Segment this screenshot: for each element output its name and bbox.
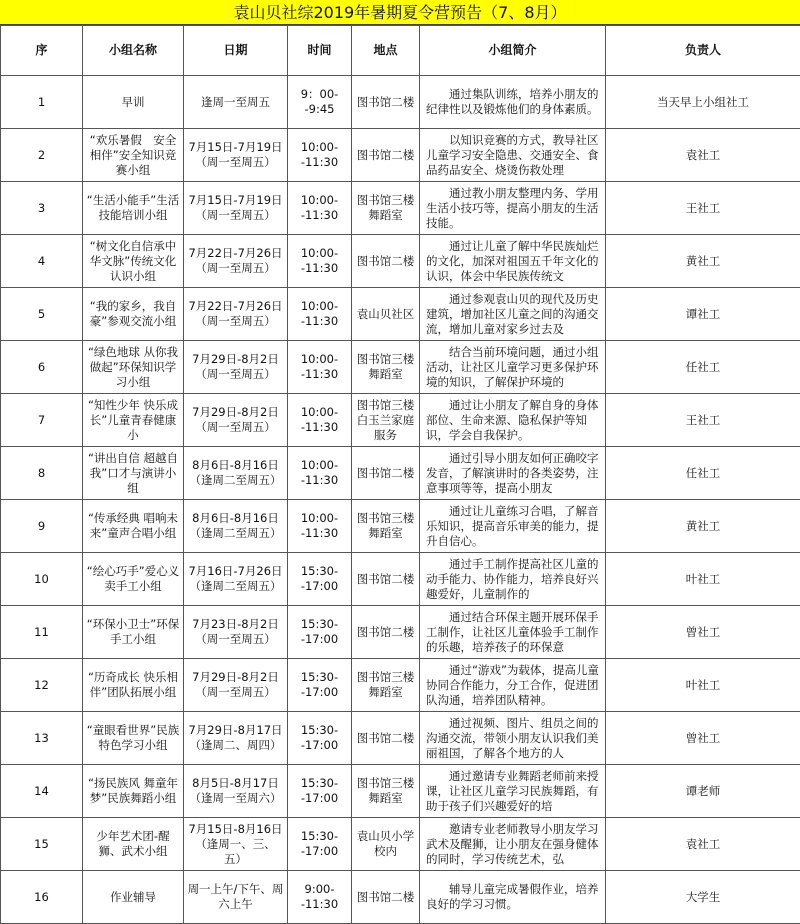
group-name-cell	[83, 394, 184, 447]
group-name: “欢乐暑假 安全相伴”安全知识竞赛小组	[89, 132, 177, 177]
row-number: 9	[37, 518, 46, 533]
group-time-cell	[288, 553, 352, 606]
group-date: 7月15日-8月16日（逢周一、三、五）	[188, 821, 283, 866]
group-place: 图书馆二楼	[356, 730, 415, 745]
group-name: “树文化自信承中华文脉”传统文化认识小组	[89, 238, 177, 283]
group-time: 15:30--17:00	[300, 670, 339, 699]
schedule-table	[0, 25, 800, 924]
group-place: 图书馆二楼	[356, 571, 415, 586]
group-intro-cell	[420, 553, 606, 606]
group-time-cell	[288, 288, 352, 341]
group-intro: 以知识竞赛的方式，教导社区儿童学习安全隐患、交通安全、食品药品安全、烧烫伤救处理	[426, 132, 599, 177]
group-place: 图书馆二楼	[356, 147, 415, 162]
group-intro-cell	[420, 659, 606, 712]
group-time-cell	[288, 182, 352, 235]
group-owner-cell	[606, 341, 800, 394]
header-time: 时间	[288, 26, 352, 76]
group-name: “童眼看世界”民族特色学习小组	[86, 723, 180, 752]
group-intro: 通过邀请专业舞蹈老师前来授课，让社区儿童学习民族舞蹈，有助于孩子们兴趣爱好的培	[426, 768, 599, 813]
row-number-cell	[1, 235, 83, 288]
group-date-cell	[184, 765, 288, 818]
group-owner: 当天早上小组社工	[657, 94, 749, 109]
group-name-cell	[83, 235, 184, 288]
group-name-cell	[83, 288, 184, 341]
row-number: 2	[37, 147, 46, 162]
group-intro-cell	[420, 818, 606, 871]
group-place-cell	[352, 235, 420, 288]
group-name-cell	[83, 500, 184, 553]
group-name-cell	[83, 129, 184, 182]
group-time-cell	[288, 447, 352, 500]
group-name: 少年艺术团-醒狮、武术小组	[96, 829, 170, 858]
group-name: 作业辅导	[110, 889, 156, 904]
group-time: 10:00--11:30	[300, 511, 339, 540]
group-intro: 通过参观袁山贝的现代及历史建筑，增加社区儿童之间的沟通交流，增加儿童对家乡过去及	[426, 291, 599, 336]
group-date: 8月5日-8月17日（逢周一至周六）	[189, 776, 282, 805]
group-name: “我的家乡，我自豪”参观交流小组	[89, 299, 177, 328]
group-place: 图书馆二楼	[356, 624, 415, 639]
group-intro: 结合当前环境问题，通过小组活动，让社区儿童学习更多保护环境的知识，了解保护环境的	[426, 344, 599, 389]
group-place-cell	[352, 500, 420, 553]
group-time: 10:00--11:30	[300, 405, 339, 434]
group-time: 15:30--17:00	[300, 776, 339, 805]
group-intro-cell	[420, 288, 606, 341]
group-place-cell	[352, 606, 420, 659]
group-owner-cell	[606, 235, 800, 288]
row-number: 6	[37, 359, 46, 374]
group-name-cell	[83, 76, 184, 129]
group-date-cell	[184, 500, 288, 553]
group-date: 7月22日-7月26日（周一至周五）	[188, 246, 283, 275]
group-place: 图书馆二楼	[356, 94, 415, 109]
group-place-cell	[352, 76, 420, 129]
group-intro: 通过结合环保主题开展环保手工制作，让社区儿童体验手工制作的乐趣，培养孩子的环保意	[426, 609, 599, 654]
header-row	[1, 26, 800, 76]
group-name: “生活小能手”生活技能培训小组	[86, 193, 180, 222]
row-number-cell	[1, 182, 83, 235]
group-time: 9:00--11:30	[300, 882, 339, 911]
row-number: 15	[34, 836, 49, 851]
group-date: 7月15日-7月19日（周一至周五）	[188, 193, 283, 222]
row-number: 10	[34, 571, 49, 586]
group-owner-cell	[606, 818, 800, 871]
row-number: 8	[37, 465, 46, 480]
group-name-cell	[83, 341, 184, 394]
row-number-cell	[1, 129, 83, 182]
group-owner: 袁社工	[685, 147, 721, 162]
group-time-cell	[288, 818, 352, 871]
group-intro-cell	[420, 235, 606, 288]
group-name: “环保小卫士”环保手工小组	[86, 617, 180, 646]
header-owner: 负责人	[606, 26, 800, 76]
group-owner: 曾社工	[685, 730, 721, 745]
header-date: 日期	[184, 26, 288, 76]
group-intro: 通过让小朋友了解自身的身体部位、生命来源、隐私保护等知识，学会自我保护。	[426, 397, 599, 442]
sheet-title: 袁山贝社综2019年暑期夏令营预告（7、8月）	[0, 0, 800, 25]
row-number-cell	[1, 288, 83, 341]
group-date: 7月23日-8月2日（周一至周五）	[192, 617, 279, 646]
group-time: 15:30--17:00	[300, 564, 339, 593]
group-time-cell	[288, 606, 352, 659]
group-date: 7月29日-8月2日（周一至周五）	[192, 352, 279, 381]
group-date: 7月29日-8月2日（周一至周五）	[192, 670, 279, 699]
group-time: 10:00--11:30	[300, 246, 339, 275]
group-owner-cell	[606, 765, 800, 818]
group-place-cell	[352, 129, 420, 182]
header-name: 小组名称	[83, 26, 184, 76]
group-owner-cell	[606, 394, 800, 447]
group-date: 7月22日-7月26日（周一至周五）	[188, 299, 283, 328]
group-place-cell	[352, 871, 420, 924]
group-owner-cell	[606, 182, 800, 235]
group-owner: 王社工	[685, 200, 721, 215]
group-date-cell	[184, 394, 288, 447]
group-time-cell	[288, 341, 352, 394]
row-number-cell	[1, 818, 83, 871]
group-time: 10:00--11:30	[300, 299, 339, 328]
group-owner-cell	[606, 712, 800, 765]
group-intro-cell	[420, 129, 606, 182]
group-intro: 通过让儿童了解中华民族灿烂的文化，加深对祖国五千年文化的认识，体会中华民族传统文	[426, 238, 599, 283]
group-place: 图书馆三楼舞蹈室	[356, 776, 415, 805]
group-owner: 任社工	[685, 465, 721, 480]
group-owner: 袁社工	[685, 836, 721, 851]
group-intro-cell	[420, 182, 606, 235]
group-time-cell	[288, 659, 352, 712]
group-name-cell	[83, 606, 184, 659]
table-row	[1, 235, 800, 288]
group-name-cell	[83, 765, 184, 818]
row-number: 4	[37, 253, 46, 268]
group-time: 15:30--17:00	[300, 829, 339, 858]
group-place: 图书馆三楼舞蹈室	[356, 352, 415, 381]
group-time: 10:00--11:30	[300, 352, 339, 381]
group-place: 图书馆三楼舞蹈室	[356, 193, 415, 222]
group-owner: 王社工	[685, 412, 721, 427]
group-date-cell	[184, 235, 288, 288]
group-place-cell	[352, 712, 420, 765]
group-owner-cell	[606, 553, 800, 606]
group-date-cell	[184, 606, 288, 659]
table-row	[1, 606, 800, 659]
group-date: 8月6日-8月16日（逢周二至周五）	[189, 511, 282, 540]
table-row	[1, 553, 800, 606]
group-name-cell	[83, 447, 184, 500]
group-name-cell	[83, 818, 184, 871]
group-intro: 通过视频、图片、组员之间的沟通交流，带领小朋友认识我们美丽祖国，了解各个地方的人	[426, 715, 599, 760]
group-owner: 谭社工	[685, 306, 721, 321]
group-owner: 曾社工	[685, 624, 721, 639]
group-date-cell	[184, 447, 288, 500]
row-number-cell	[1, 765, 83, 818]
group-place: 图书馆二楼	[356, 253, 415, 268]
header-place: 地点	[352, 26, 420, 76]
group-intro-cell	[420, 765, 606, 818]
group-place-cell	[352, 447, 420, 500]
group-intro-cell	[420, 606, 606, 659]
group-owner-cell	[606, 447, 800, 500]
group-time: 9：00--9:45	[300, 87, 339, 116]
group-time-cell	[288, 394, 352, 447]
group-owner-cell	[606, 606, 800, 659]
row-number: 13	[34, 730, 49, 745]
group-owner: 叶社工	[685, 677, 721, 692]
group-date-cell	[184, 871, 288, 924]
group-owner-cell	[606, 76, 800, 129]
header-no: 序	[1, 26, 83, 76]
row-number: 14	[34, 783, 49, 798]
group-time: 10:00--11:30	[300, 140, 339, 169]
group-time-cell	[288, 765, 352, 818]
row-number: 7	[37, 412, 46, 427]
row-number-cell	[1, 76, 83, 129]
group-owner: 黄社工	[685, 518, 721, 533]
group-date: 逢周一至周五	[201, 94, 270, 109]
group-name: “绘心巧手”爱心义卖手工小组	[86, 564, 180, 593]
row-number-cell	[1, 871, 83, 924]
group-name-cell	[83, 871, 184, 924]
row-number-cell	[1, 712, 83, 765]
group-intro: 辅导儿童完成暑假作业，培养良好的学习习惯。	[426, 882, 599, 911]
group-time: 10:00--11:30	[300, 458, 339, 487]
group-intro: 通过让儿童练习合唱，了解音乐知识，提高音乐审美的能力，提升自信心。	[426, 503, 599, 548]
row-number-cell	[1, 606, 83, 659]
group-intro: 通过集队训练，培养小朋友的纪律性以及锻炼他们的身体素质。	[426, 87, 599, 116]
group-place-cell	[352, 394, 420, 447]
group-date-cell	[184, 129, 288, 182]
group-time-cell	[288, 235, 352, 288]
table-row	[1, 659, 800, 712]
group-owner: 任社工	[685, 359, 721, 374]
group-owner-cell	[606, 288, 800, 341]
table-row	[1, 447, 800, 500]
group-intro-cell	[420, 500, 606, 553]
group-place-cell	[352, 553, 420, 606]
group-owner: 谭老师	[685, 783, 721, 798]
table-row	[1, 182, 800, 235]
group-place-cell	[352, 288, 420, 341]
group-time-cell	[288, 500, 352, 553]
group-date: 周一上午/下午、周六上午	[187, 882, 284, 911]
table-row	[1, 341, 800, 394]
group-name-cell	[83, 553, 184, 606]
group-name: “绿色地球 从你我做起”环保知识学习小组	[87, 344, 179, 389]
table-row	[1, 76, 800, 129]
group-place: 图书馆三楼白玉兰家庭服务	[356, 397, 415, 442]
table-row	[1, 500, 800, 553]
group-place-cell	[352, 659, 420, 712]
group-place: 图书馆二楼	[356, 465, 415, 480]
group-date-cell	[184, 553, 288, 606]
table-row	[1, 394, 800, 447]
group-date-cell	[184, 659, 288, 712]
group-time-cell	[288, 871, 352, 924]
group-owner: 叶社工	[685, 571, 721, 586]
group-name: “讲出自信 超越自我”口才与演讲小组	[87, 450, 179, 495]
group-place-cell	[352, 765, 420, 818]
row-number-cell	[1, 553, 83, 606]
group-name: “知性少年 快乐成长”儿童青春健康小	[87, 397, 179, 442]
group-date-cell	[184, 182, 288, 235]
row-number-cell	[1, 341, 83, 394]
row-number-cell	[1, 659, 83, 712]
row-number-cell	[1, 394, 83, 447]
group-time-cell	[288, 76, 352, 129]
group-owner-cell	[606, 500, 800, 553]
group-intro-cell	[420, 394, 606, 447]
group-date-cell	[184, 341, 288, 394]
group-date-cell	[184, 288, 288, 341]
row-number: 1	[37, 94, 46, 109]
group-date-cell	[184, 76, 288, 129]
group-time: 15:30--17:00	[300, 617, 339, 646]
group-place: 图书馆二楼	[356, 889, 415, 904]
group-place: 图书馆三楼舞蹈室	[356, 511, 415, 540]
group-intro: 通过“游戏”为载体，提高儿童协同合作能力，分工合作，促进团队沟通，培养团队精神。	[426, 662, 599, 707]
group-date-cell	[184, 818, 288, 871]
group-date: 8月6日-8月16日（逢周二至周五）	[189, 458, 282, 487]
group-place: 图书馆三楼舞蹈室	[356, 670, 415, 699]
header-intro: 小组简介	[420, 26, 606, 76]
group-name-cell	[83, 712, 184, 765]
group-name-cell	[83, 182, 184, 235]
group-owner-cell	[606, 871, 800, 924]
group-owner: 黄社工	[685, 253, 721, 268]
group-intro: 通过引导小朋友如何正确咬字发音，了解演讲时的各类姿势，注意事项等等，提高小朋友	[426, 450, 599, 495]
group-date: 7月29日-8月2日（周一至周五）	[192, 405, 279, 434]
group-place-cell	[352, 341, 420, 394]
row-number: 3	[37, 200, 46, 215]
group-date: 7月15日-7月19日（周一至周五）	[188, 140, 283, 169]
row-number: 5	[37, 306, 46, 321]
group-place-cell	[352, 182, 420, 235]
group-name: “历奇成长 快乐相伴”团队拓展小组	[87, 670, 179, 699]
group-owner: 大学生	[685, 889, 721, 904]
group-intro: 通过手工制作提高社区儿童的动手能力、协作能力，培养良好兴趣爱好，儿童制作的	[426, 556, 599, 601]
group-place: 袁山贝小学校内	[356, 829, 415, 858]
group-place: 袁山贝社区	[356, 306, 415, 321]
group-intro: 邀请专业老师教导小朋友学习武术及醒狮，让小朋友在强身健体的同时，学习传统艺术，弘	[426, 821, 599, 866]
group-time: 10:00--11:30	[300, 193, 339, 222]
table-row	[1, 712, 800, 765]
table-row	[1, 129, 800, 182]
group-intro-cell	[420, 76, 606, 129]
group-name: 早训	[121, 94, 145, 109]
group-name-cell	[83, 659, 184, 712]
group-intro: 通过教小朋友整理内务、学用生活小技巧等，提高小朋友的生活技能。	[426, 185, 599, 230]
group-date: 7月16日-7月26日（逢周二至周五）	[188, 564, 283, 593]
group-date: 7月29日-8月17日（逢周二、周四）	[188, 723, 283, 752]
row-number: 16	[34, 889, 49, 904]
group-date-cell	[184, 712, 288, 765]
group-intro-cell	[420, 871, 606, 924]
group-time: 15:30--17:00	[300, 723, 339, 752]
row-number-cell	[1, 500, 83, 553]
group-intro-cell	[420, 447, 606, 500]
table-row	[1, 765, 800, 818]
row-number: 12	[34, 677, 49, 692]
table-row	[1, 288, 800, 341]
group-owner-cell	[606, 129, 800, 182]
group-intro-cell	[420, 341, 606, 394]
table-row	[1, 818, 800, 871]
table-row	[1, 871, 800, 924]
group-name: “扬民族风 舞童年梦”民族舞蹈小组	[87, 776, 179, 805]
group-time-cell	[288, 712, 352, 765]
row-number: 11	[34, 624, 49, 639]
group-name: “传承经典 唱响未来”童声合唱小组	[87, 511, 179, 540]
row-number-cell	[1, 447, 83, 500]
group-place-cell	[352, 818, 420, 871]
group-intro-cell	[420, 712, 606, 765]
group-time-cell	[288, 129, 352, 182]
group-owner-cell	[606, 659, 800, 712]
